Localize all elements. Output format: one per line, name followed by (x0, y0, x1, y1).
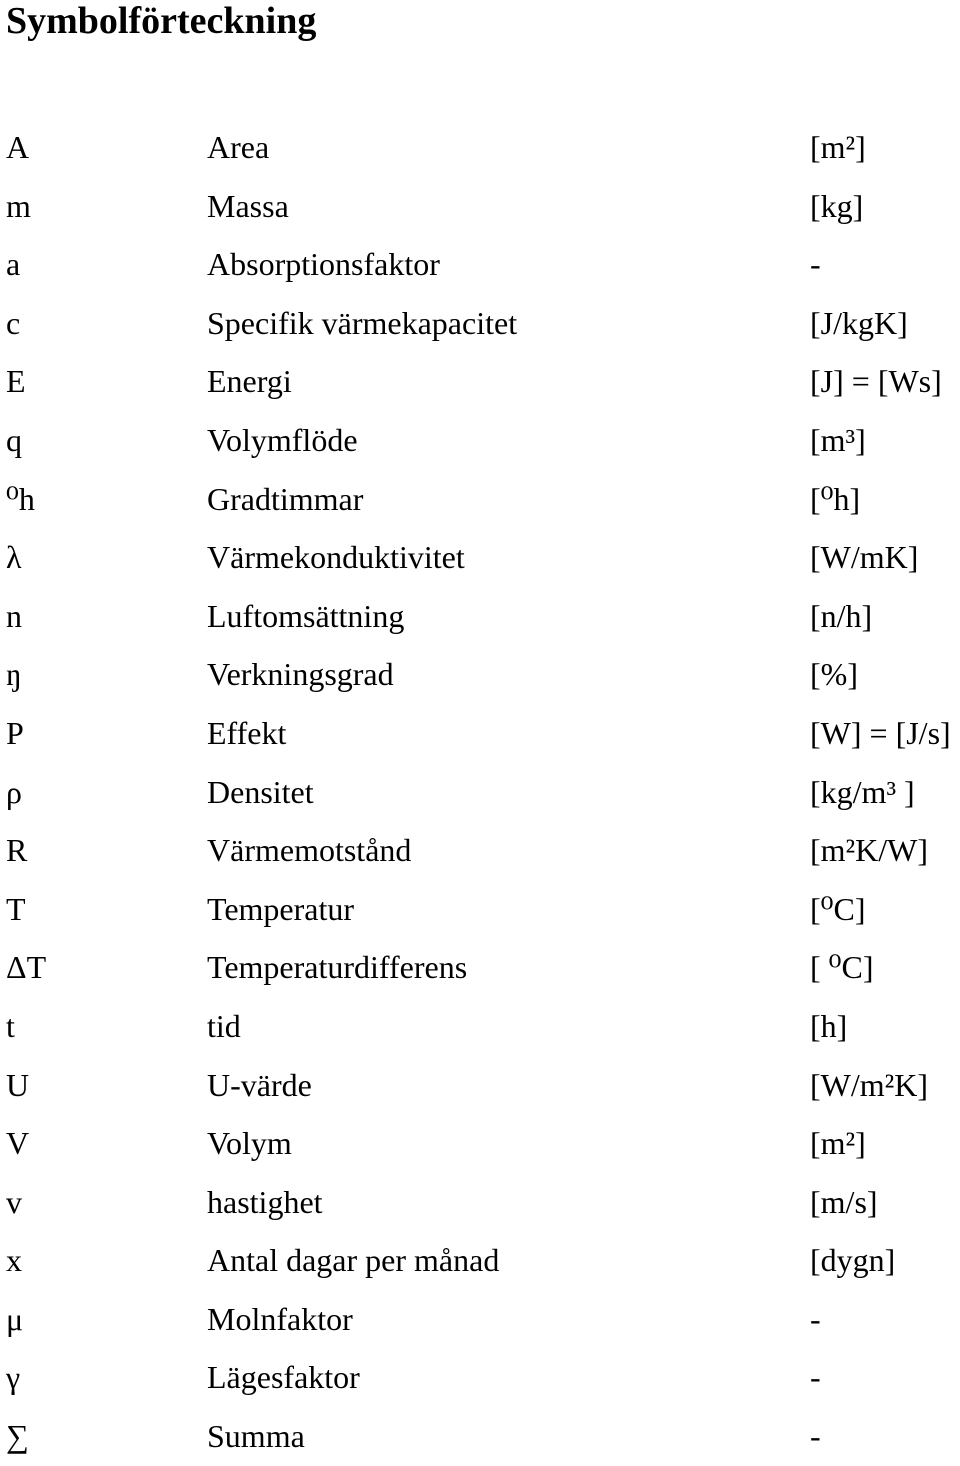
unit-cell: - (810, 246, 821, 283)
description-cell: Temperatur (207, 890, 355, 927)
symbol-row (0, 411, 960, 470)
unit-cell: - (810, 1359, 821, 1396)
description-cell: Summa (207, 1418, 305, 1455)
symbol-row (0, 880, 960, 939)
unit-cell: [kg] (810, 187, 864, 224)
symbol-row (0, 821, 960, 880)
description-cell: Värmekonduktivitet (207, 539, 465, 576)
unit-cell: [W] = [J/s] (810, 714, 951, 751)
description-cell: Lägesfaktor (207, 1359, 360, 1396)
symbol-row (0, 528, 960, 587)
description-cell: Massa (207, 187, 289, 224)
unit-cell: [m²] (810, 1125, 866, 1162)
symbol-row (0, 118, 960, 177)
symbol-row (0, 938, 960, 997)
description-cell: Antal dagar per månad (207, 1242, 500, 1279)
symbol-cell: μ (6, 1300, 24, 1337)
unit-cell: [m²] (810, 129, 866, 165)
unit-cell: [⁰h] (810, 480, 861, 517)
symbol-row (0, 235, 960, 294)
description-cell: Molnfaktor (207, 1300, 353, 1337)
symbol-cell: x (6, 1242, 22, 1279)
symbol-cell: T (6, 890, 26, 927)
symbol-cell: c (6, 304, 21, 341)
symbol-row (0, 1173, 960, 1232)
symbol-row (0, 1290, 960, 1349)
description-cell: Temperaturdifferens (207, 949, 468, 986)
description-cell: Värmemotstånd (207, 832, 412, 869)
description-cell: hastighet (207, 1183, 323, 1220)
unit-cell: [m²K/W] (810, 832, 928, 869)
unit-cell: [m/s] (810, 1183, 878, 1220)
symbol-cell: ŋ (6, 656, 22, 693)
symbol-cell: P (6, 714, 24, 751)
symbol-row (0, 1231, 960, 1290)
symbol-cell: v (6, 1183, 22, 1220)
unit-cell: [dygn] (810, 1242, 896, 1279)
unit-cell: [W/mK] (810, 539, 919, 576)
unit-cell: - (810, 1418, 821, 1455)
unit-cell: [J/kgK] (810, 304, 908, 341)
unit-cell: [J] = [Ws] (810, 363, 942, 400)
description-cell: Gradtimmar (207, 480, 364, 517)
symbol-row (0, 1114, 960, 1173)
description-cell: Area (207, 129, 270, 165)
description-cell: Volymflöde (207, 421, 358, 458)
symbol-cell: a (6, 246, 21, 283)
description-cell: Densitet (207, 773, 314, 810)
symbol-row (0, 763, 960, 822)
description-cell: Effekt (207, 714, 287, 751)
symbol-cell: ΔT (6, 949, 47, 986)
symbol-row (0, 1056, 960, 1115)
symbol-cell: E (6, 363, 26, 400)
symbol-cell: ∑ (6, 1418, 29, 1455)
symbol-cell: R (6, 832, 28, 869)
description-cell: Absorptionsfaktor (207, 246, 440, 283)
symbol-row (0, 587, 960, 646)
description-cell: Volym (207, 1125, 292, 1162)
symbol-cell: ρ (6, 773, 22, 810)
symbol-row (0, 645, 960, 704)
unit-cell: [W/m²K] (810, 1066, 928, 1103)
symbol-row (0, 177, 960, 236)
symbol-row (0, 352, 960, 411)
symbol-cell: q (6, 421, 22, 458)
unit-cell: [n/h] (810, 597, 873, 634)
symbol-cell: m (6, 187, 31, 224)
unit-cell: [m³] (810, 421, 866, 458)
unit-cell: [h] (810, 1007, 848, 1044)
symbol-cell: γ (6, 1359, 21, 1396)
symbol-cell: U (6, 1066, 30, 1103)
symbol-list (0, 118, 960, 1466)
unit-cell: [⁰C] (810, 890, 866, 927)
unit-cell: [ ⁰C] (810, 949, 874, 986)
symbol-row (0, 1348, 960, 1407)
symbol-cell: t (6, 1007, 15, 1044)
symbol-row (0, 704, 960, 763)
description-cell: U-värde (207, 1066, 312, 1103)
symbol-cell: A (6, 129, 30, 165)
unit-cell: [%] (810, 656, 858, 693)
unit-cell: [kg/m³ ] (810, 773, 915, 810)
symbol-cell: λ (6, 539, 22, 576)
symbol-cell: n (6, 597, 22, 634)
symbol-row (0, 294, 960, 353)
symbol-cell: ⁰h (6, 480, 35, 517)
symbol-row (0, 470, 960, 529)
symbol-row (0, 997, 960, 1056)
page-title: Symbolförteckning (6, 0, 317, 42)
description-cell: Energi (207, 363, 292, 400)
description-cell: Specifik värmekapacitet (207, 304, 518, 341)
description-cell: Luftomsättning (207, 597, 405, 634)
symbol-row (0, 1407, 960, 1466)
unit-cell: - (810, 1300, 821, 1337)
symbol-cell: V (6, 1125, 30, 1162)
description-cell: Verkningsgrad (207, 656, 394, 693)
description-cell: tid (207, 1007, 241, 1044)
